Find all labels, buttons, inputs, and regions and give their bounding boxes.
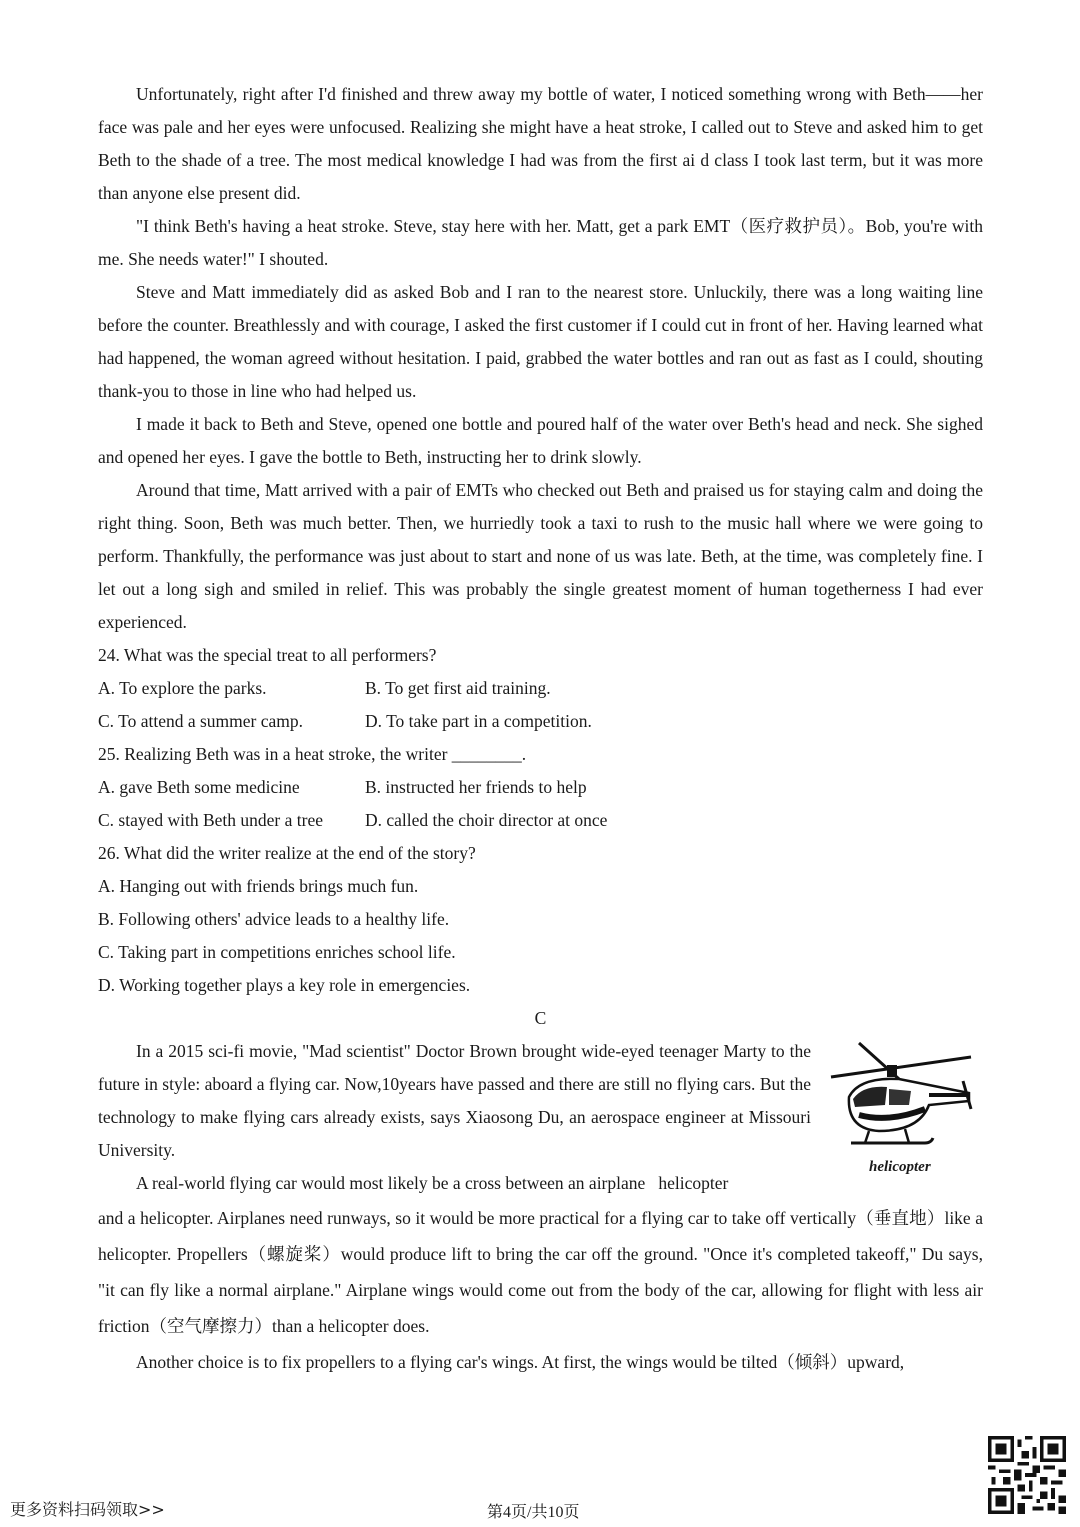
section-c-paragraph-2-start: A real-world flying car would most likely be a cross between an airplane [136, 1173, 646, 1193]
section-c-paragraph-3: Another choice is to fix propellers to a flying car's wings. At first, the wings would be tilted（倾斜）upward, [136, 1352, 905, 1372]
inline-helicopter-label: helicopter [658, 1173, 729, 1193]
story-paragraph-1: Unfortunately, right after I'd finished and threw away my bottle of water, I noticed something wrong with Beth——her face was pale and her eyes were unfocused. Realizing she might have a heat stroke, I called out to Steve and asked him to get Beth to the shade of a tree. The most medical knowledge I had was from the first ai d class I took last term, but it was more than anyone else present did. [98, 84, 983, 203]
option-b: B. To get first aid training. [365, 678, 551, 698]
option-c: C. To attend a summer camp. [98, 711, 304, 731]
question-26 [98, 837, 983, 1002]
option-b: B. Following others' advice leads to a healthy life. [98, 909, 450, 929]
section-c-heading: C [534, 1008, 547, 1028]
question-stem: 25. Realizing Beth was in a heat stroke, the writer ________. [98, 744, 527, 764]
option-c: C. Taking part in competitions enriches school life. [98, 942, 456, 962]
story-paragraph-4: I made it back to Beth and Steve, opened one bottle and poured half of the water over Beth's head and neck. She sighed and opened her eyes. I gave the bottle to Beth, instructing her to drink slowly. [98, 414, 983, 467]
section-c-intro [98, 1035, 983, 1200]
option-b: B. instructed her friends to help [365, 777, 587, 797]
question-stem: 26. What did the writer realize at the end of the story? [98, 843, 476, 863]
exam-page [98, 78, 983, 1380]
section-c-paragraph-1: In a 2015 sci-fi movie, "Mad scientist" Doctor Brown brought wide-eyed teenager Marty to the future in style: aboard a flying car. Now,10years have passed and there are still no flying cars. But the technology to make flying cars already exists, says Xiaosong Du, an aerospace engineer at Missouri University. [98, 1041, 811, 1160]
helicopter-figure [811, 1035, 983, 1200]
page-number: 第4页/共10页 [487, 1504, 580, 1521]
question-stem: 24. What was the special treat to all performers? [98, 645, 437, 665]
option-a: A. gave Beth some medicine [98, 777, 300, 797]
story-paragraph-2: "I think Beth's having a heat stroke. Steve, stay here with her. Matt, get a park EMT（医疗救护员）。Bob, you're with me. She needs water!" I shouted. [98, 216, 983, 269]
helicopter-icon [829, 1039, 975, 1159]
story-paragraph-5: Around that time, Matt arrived with a pair of EMTs who checked out Beth and praised us for staying calm and doing the right thing. Soon, Beth was much better. Then, we hurriedly took a taxi to rush to the music hall where we were going to perform. Thankfully, the performance was just about to start and none of us was late. Beth, at the time, was completely fine. I let out a long sigh and smiled in relief. This was probably the single greatest moment of human togetherness I had ever experienced. [98, 480, 983, 632]
option-a: A. Hanging out with friends brings much fun. [98, 876, 419, 896]
option-d: D. To take part in a competition. [365, 711, 592, 731]
option-a: A. To explore the parks. [98, 678, 267, 698]
question-24 [98, 639, 983, 738]
question-25 [98, 738, 983, 837]
footer-scan-link[interactable]: 更多资料扫码领取>> [10, 1500, 165, 1519]
option-d: D. Working together plays a key role in emergencies. [98, 975, 471, 995]
option-d: D. called the choir director at once [365, 810, 608, 830]
story-paragraph-3: Steve and Matt immediately did as asked Bob and I ran to the nearest store. Unluckily, there was a long waiting line before the counter. Breathlessly and with courage, I asked the first customer if I could cut in front of her. Having learned what had happened, the woman agreed without hesitation. I paid, grabbed the water bottles and ran out as fast as I could, shouting thank-you to those in line who had helped us. [98, 282, 983, 401]
option-c: C. stayed with Beth under a tree [98, 810, 324, 830]
section-c-body [98, 1200, 983, 1380]
helicopter-caption: helicopter [869, 1159, 931, 1175]
section-c-paragraph-2-rest: and a helicopter. Airplanes need runways, so it would be more practical for a flying car to take off vertically（垂直地）like a helicopter. Propellers（螺旋桨）would produce lift to bring the car off the ground. "Once it's completed takeoff," Du says, "it can fly like a normal airplane." Airplane wings would come out from the body of the car, allowing for flight with less air friction（空气摩擦力）than a helicopter does. [98, 1208, 983, 1336]
qr-code-icon[interactable] [988, 1436, 1066, 1514]
